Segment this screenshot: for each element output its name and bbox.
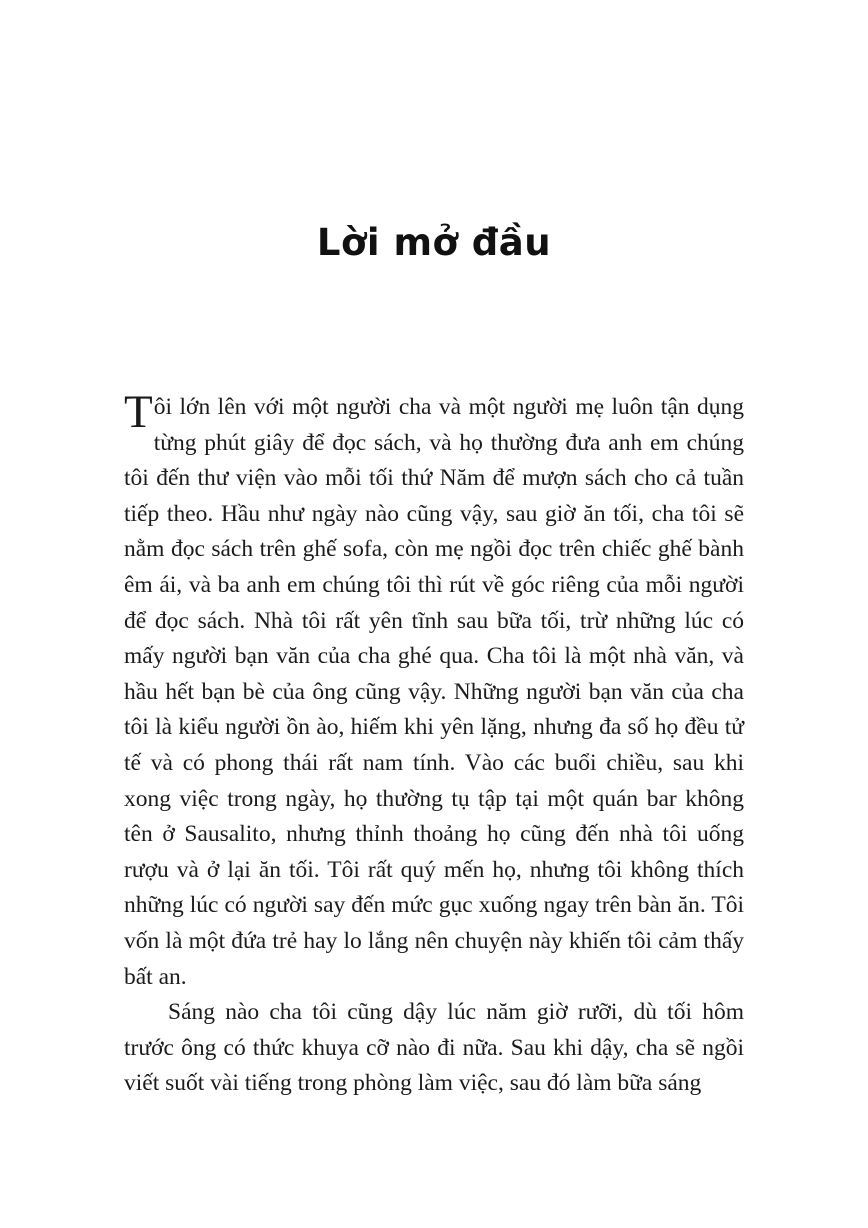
body-text <box>124 386 744 1102</box>
paragraph-text: Sáng nào cha tôi cũng dậy lúc năm giờ rưỡi, dù tối hôm trước ông có thức khuya cỡ nào đi nữa. Sau khi dậy, cha sẽ ngồi viết suốt vài tiếng trong phòng làm việc, sau đó làm bữa sáng <box>124 999 744 1097</box>
paragraph <box>124 386 744 995</box>
paragraph <box>124 995 744 1102</box>
page-title: Lời mở đầu <box>316 220 552 264</box>
drop-cap: T <box>124 386 153 438</box>
paragraph-text: ôi lớn lên với một người cha và một người mẹ luôn tận dụng từng phút giây để đọc sách, và họ thường đưa anh em chúng tôi đến thư viện vào mỗi tối thứ Năm để mượn sách cho cả tuần tiếp theo. Hầu như ngày nào cũng vậy, sau giờ ăn tối, cha tôi sẽ nằm đọc sách trên ghế sofa, còn mẹ ngồi đọc trên chiếc ghế bành êm ái, và ba anh em chúng tôi thì rút về góc riêng của mỗi người để đọc sách. Nhà tôi rất yên tĩnh sau bữa tối, trừ những lúc có mấy người bạn văn của cha ghé qua. Cha tôi là một nhà văn, và hầu hết bạn bè của ông cũng vậy. Những người bạn văn của cha tôi là kiểu người ồn ào, hiếm khi yên lặng, nhưng đa số họ đều tử tế và có phong thái rất nam tính. Vào các buổi chiều, sau khi xong việc trong ngày, họ thường tụ tập tại một quán bar không tên ở Sausalito, nhưng thỉnh thoảng họ cũng đến nhà tôi uống rượu và ở lại ăn tối. Tôi rất quý mến họ, nhưng tôi không thích những lúc có người say đến mức gục xuống ngay trên bàn ăn. Tôi vốn là một đứa trẻ hay lo lắng nên chuyện này khiến tôi cảm thấy bất an. <box>124 394 744 990</box>
